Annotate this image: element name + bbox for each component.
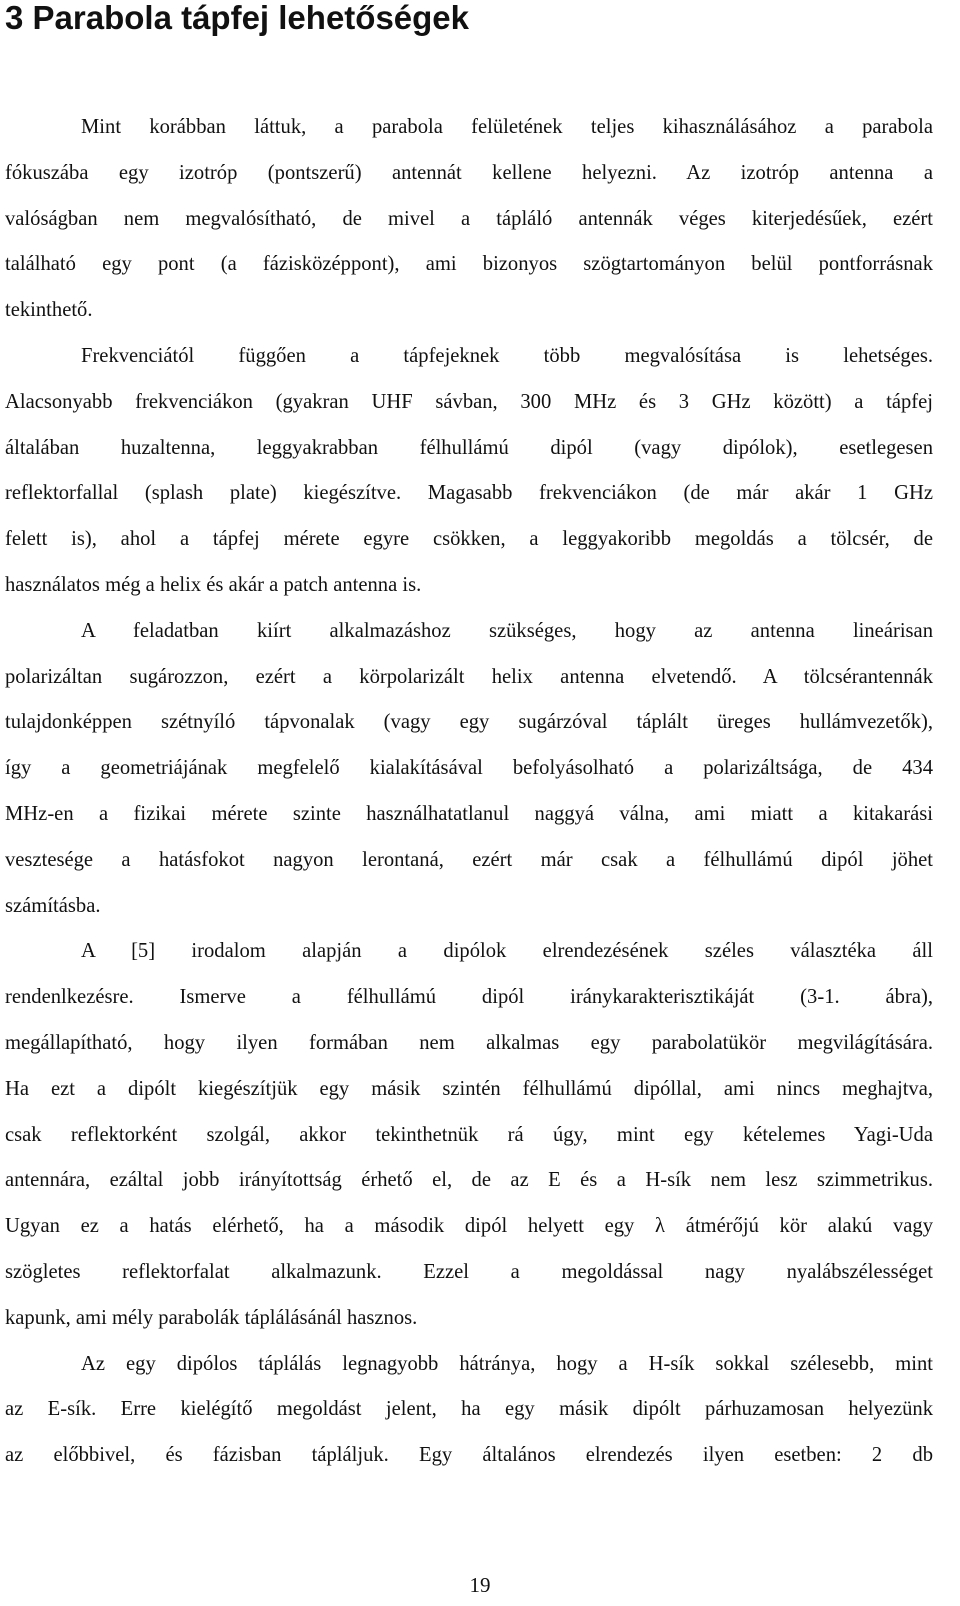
text-line: antennára, ezáltal jobb irányítottság érhető el, de az E és a H-sík nem lesz szimmetrikus.	[5, 1169, 933, 1192]
text-line: rendenlkezésre. Ismerve a félhullámú dipól iránykarakterisztikáját (3-1. ábra),	[5, 986, 933, 1009]
text-line: Az egy dipólos táplálás legnagyobb hátránya, hogy a H-sík sokkal szélesebb, mint	[81, 1352, 933, 1375]
text-line: tekinthető.	[5, 299, 93, 322]
text-line: csak reflektorként szolgál, akkor tekinthetnük rá úgy, mint egy kételemes Yagi-Uda	[5, 1123, 933, 1146]
text-line: kapunk, ami mély parabolák táplálásánál hasznos.	[5, 1306, 418, 1329]
text-line: megállapítható, hogy ilyen formában nem alkalmas egy parabolatükör megvilágítására.	[5, 1031, 933, 1054]
text-line: polarizáltan sugározzon, ezért a körpolarizált helix antenna elvetendő. A tölcsérantennák	[5, 665, 933, 688]
text-line: így a geometriájának megfelelő kialakításával befolyásolható a polarizáltsága, de 434	[5, 757, 933, 780]
body-text	[5, 105, 933, 1479]
text-line: Mint korábban láttuk, a parabola felületének teljes kihasználásához a parabola	[81, 116, 933, 138]
text-line: számításba.	[5, 894, 101, 917]
text-line: használatos még a helix és akár a patch antenna is.	[5, 573, 422, 596]
section-heading: 3 Parabola tápfej lehetőségek	[5, 0, 470, 36]
page-number: 19	[469, 1573, 491, 1597]
text-line: az E-sík. Erre kielégítő megoldást jelent, ha egy másik dipólt párhuzamosan helyezünk	[5, 1398, 933, 1421]
text-line: vesztesége a hatásfokot nagyon lerontaná, ezért már csak a félhullámú dipól jöhet	[5, 848, 933, 871]
text-line: az előbbivel, és fázisban tápláljuk. Egy általános elrendezés ilyen esetben: 2 db	[5, 1444, 933, 1467]
text-line: Frekvenciától függően a tápfejeknek több megvalósítása is lehetséges.	[81, 344, 933, 367]
text-line: valóságban nem megvalósítható, de mivel a tápláló antennák véges kiterjedésűek, ezért	[5, 207, 933, 230]
text-line: MHz-en a fizikai mérete szinte használhatatlanul naggyá válna, ami miatt a kitakarási	[5, 802, 933, 825]
text-line: A feladatban kiírt alkalmazáshoz szükséges, hogy az antenna lineárisan	[81, 619, 933, 642]
text-line: Ha ezt a dipólt kiegészítjük egy másik szintén félhullámú dipóllal, ami nincs meghajtva,	[5, 1077, 933, 1100]
text-line: fókuszába egy izotróp (pontszerű) antennát kellene helyezni. Az izotróp antenna a	[5, 161, 933, 184]
text-line: A [5] irodalom alapján a dipólok elrendezésének széles választéka áll	[81, 940, 933, 963]
text-line: Alacsonyabb frekvenciákon (gyakran UHF sávban, 300 MHz és 3 GHz között) a tápfej	[5, 390, 933, 413]
text-line: Ugyan ez a hatás elérhető, ha a második dipól helyett egy λ átmérőjú kör alakú vagy	[5, 1215, 933, 1238]
text-line: felett is), ahol a tápfej mérete egyre csökken, a leggyakoribb megoldás a tölcsér, de	[5, 528, 933, 551]
text-line: reflektorfallal (splash plate) kiegészítve. Magasabb frekvenciákon (de már akár 1 GHz	[5, 482, 933, 505]
text-line: általában huzaltenna, leggyakrabban félhullámú dipól (vagy dipólok), esetlegesen	[5, 436, 933, 459]
text-line: tulajdonképpen szétnyíló tápvonalak (vagy egy sugárzóval táplált üreges hullámvezetők),	[5, 711, 933, 734]
text-line: szögletes reflektorfalat alkalmazunk. Ezzel a megoldással nagy nyalábszélességet	[5, 1260, 933, 1283]
text-line: található egy pont (a fázisközéppont), ami bizonyos szögtartományon belül pontforrásnak	[5, 253, 933, 276]
